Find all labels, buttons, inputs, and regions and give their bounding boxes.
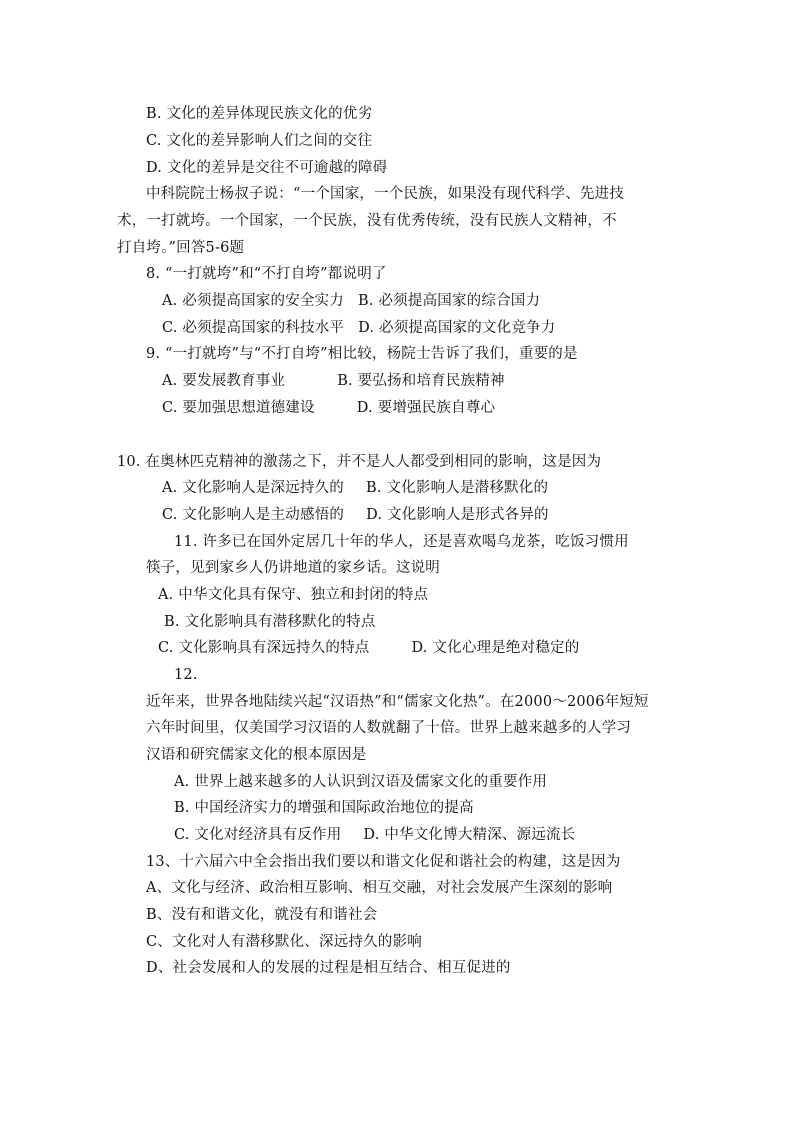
q9-options-row-1 [162,371,505,391]
q10-options-row-2 [162,505,549,525]
q11-stem-line-2: 筷子，见到家乡人仍讲地道的家乡话。这说明 [146,560,440,576]
q11-option-c: C. 文化影响具有深远持久的特点 [158,640,370,656]
q12-option-a: A. 世界上越来越多的人认识到汉语及儒家文化的重要作用 [174,774,548,790]
q10-option-d: D. 文化影响人是形式各异的 [366,507,549,523]
q12-stem-line-1: 近年来，世界各地陆续兴起“汉语热”和“儒家文化热”。在2000～2006年短短 [146,694,649,710]
q10-stem: 10. 在奥林匹克精神的激荡之下，并不是人人都受到相同的影响，这是因为 [117,454,602,470]
q8-option-c: C. 必须提高国家的科技水平 [162,320,345,336]
q12-number: 12. [174,667,198,683]
q13-option-a: A、文化与经济、政治相互影响、相互交融，对社会发展产生深刻的影响 [146,880,613,896]
q9-stem: 9. “一打就垮”与“不打自垮”相比较，杨院士告诉了我们，重要的是 [146,346,578,362]
q13-option-b: B、没有和谐文化，就没有和谐社会 [146,907,378,923]
q8-options-row-2 [162,318,555,338]
q7-option-c: C. 文化的差异影响人们之间的交往 [146,133,373,149]
q12-option-c: C. 文化对经济具有反作用 [174,827,342,843]
q7-option-b: B. 文化的差异体现民族文化的优劣 [146,106,373,122]
passage-line-2: 术，一打就垮。一个国家，一个民族，没有优秀传统，没有民族人文精神，不 [117,213,617,229]
q7-option-d: D. 文化的差异是交往不可逾越的障碍 [146,160,388,176]
q10-option-b: B. 文化影响人是潜移默化的 [366,480,549,496]
q11-option-b: B. 文化影响具有潜移默化的特点 [164,614,376,630]
passage-line-3: 打自垮。”回答5-6题 [117,240,245,256]
q13-option-c: C、文化对人有潜移默化、深远持久的影响 [146,934,422,950]
q8-option-b: B. 必须提高国家的综合国力 [358,293,541,309]
q13-stem: 13、十六届六中全会指出我们要以和谐文化促和谐社会的构建，这是因为 [146,854,621,870]
q12-option-b: B. 中国经济实力的增强和国际政治地位的提高 [174,800,474,816]
q11-options-row-2 [158,638,579,658]
q8-option-d: D. 必须提高国家的文化竞争力 [358,320,556,336]
q12-options-row-3 [174,825,575,845]
q10-option-c: C. 文化影响人是主动感悟的 [162,507,345,523]
q8-option-a: A. 必须提高国家的安全实力 [162,293,344,309]
q12-stem-line-3: 汉语和研究儒家文化的根本原因是 [146,747,367,763]
q9-options-row-2 [162,398,495,418]
q8-options-row-1 [162,291,540,311]
q9-option-d: D. 要增强民族自尊心 [356,400,496,416]
q9-option-c: C. 要加强思想道德建设 [162,400,315,416]
q10-option-a: A. 文化影响人是深远持久的 [162,480,344,496]
q12-option-d: D. 中华文化博大精深、源远流长 [363,827,576,843]
q9-option-b: B. 要弘扬和培育民族精神 [337,373,505,389]
q11-option-a: A. 中华文化具有保守、独立和封闭的特点 [158,587,429,603]
passage-line-1: 中科院院士杨叔子说：“一个国家，一个民族，如果没有现代科学、先进技 [146,186,625,202]
q11-stem-line-1: 11. 许多已在国外定居几十年的华人，还是喜欢喝乌龙茶，吃饭习惯用 [174,534,629,550]
q11-option-d: D. 文化心理是绝对稳定的 [411,640,580,656]
q9-option-a: A. 要发展教育事业 [162,373,286,389]
q10-options-row-1 [162,478,548,498]
q12-stem-line-2: 六年时间里，仅美国学习汉语的人数就翻了十倍。世界上越来越多的人学习 [146,720,632,736]
q13-option-d: D、社会发展和人的发展的过程是相互结合、相互促进的 [146,960,511,976]
q8-stem: 8. “一打就垮”和“不打自垮”都说明了 [146,266,387,282]
